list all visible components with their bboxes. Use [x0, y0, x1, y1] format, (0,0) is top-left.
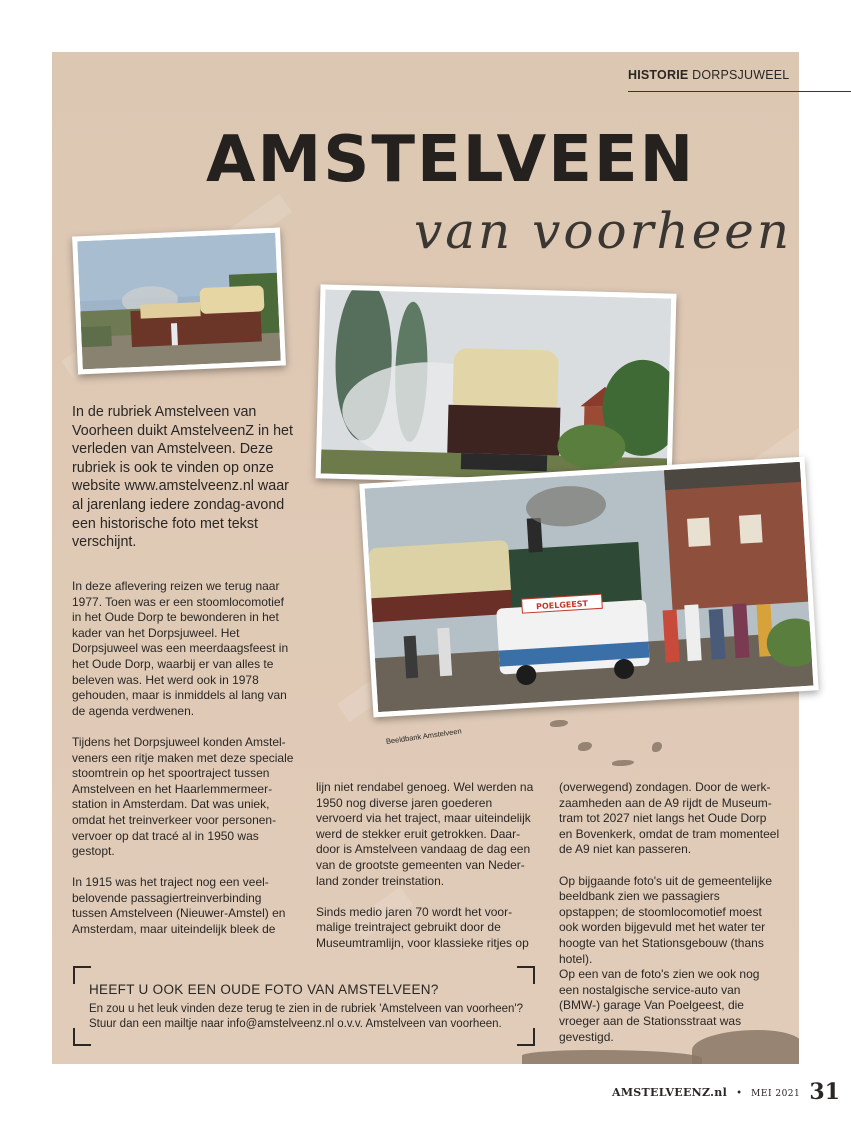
article-paragraph: In deze aflevering reizen we terug naar 1977. Toen was er een stoomlocomotief in het Oude Dorp te bewonderen in het kader van het Dorpsjuweel. Het Dorpsjuweel was een meerdaagsfeest in het Oude Dorp, waarbij er van alles te beleven was. Het werd ook in 1978 gehouden, maar is inmiddels al lang van de agenda verdwenen. [72, 579, 289, 718]
van-sign-text: POELGEEST [535, 599, 589, 612]
photo-locomotive-van [359, 457, 818, 718]
article-column-1 [72, 579, 294, 953]
page-subtitle: van voorheen [414, 202, 793, 260]
section-category: HISTORIE [628, 68, 689, 82]
footer-brand: AMSTELVEENZ.nl [612, 1086, 728, 1099]
article-paragraph: Tijdens het Dorpsjuweel konden Amstel-veners een ritje maken met deze speciale stoomtrein op het spoortraject tussen Amstelveen en het Haarlemmermeer-station in Amsterdam. Dat was uniek, omdat het treinverkeer voor personen-vervoer op dat tracé al in 1950 was gestopt. [72, 734, 294, 859]
page-title: AMSTELVEEN [206, 123, 696, 197]
section-label [628, 68, 789, 82]
article-paragraph: Op een van de foto's zien we ook nog een nostalgische service-auto van (BMW-) garage Van Poelgeest, die vroeger aan de Stationsstraat was gevestigd. [559, 967, 760, 1044]
photo-train-rear [316, 284, 677, 487]
decorative-ink-blot [612, 760, 634, 766]
article-column-3 [559, 780, 781, 1061]
callout-text: En zou u het leuk vinden deze terug te zien in de rubriek 'Amstelveen van voorheen'? Stuur dan een mailtje naar info@amstelveenz.nl o.v.v. Amstelveen van voorheen. [89, 1003, 523, 1030]
photo-submission-callout [73, 966, 535, 1046]
callout-corner [517, 966, 535, 984]
photo-locomotive-van-image [365, 462, 814, 712]
article-column-2 [316, 780, 538, 967]
page-footer [612, 1079, 840, 1105]
footer-separator: • [736, 1088, 743, 1099]
section-rule [628, 91, 851, 92]
callout-heading: HEEFT U OOK EEN OUDE FOTO VAN AMSTELVEEN? [89, 982, 439, 997]
article-paragraph: lijn niet rendabel genoeg. Wel werden na 1950 nog diverse jaren goederen vervoerd via het traject, maar uiteindelijk werd de stekker eruit getrokken. Daar-door is Amstelveen vandaag de dag een van de grootste gemeenten van Neder-land zonder treinstation. [316, 780, 534, 888]
decorative-ink-blot [578, 742, 592, 751]
article-paragraph: (overwegend) zondagen. Door de werk-zaamheden aan de A9 rijdt de Museum-tram tot 2027 niet langs het Oude Dorp en Bovenkerk, omdat de tram momenteel de A9 niet kan passeren. [559, 780, 780, 857]
decorative-ink-blot [550, 720, 568, 727]
section-subcategory: DORPSJUWEEL [692, 68, 790, 82]
article-paragraph: In 1915 was het traject nog een veel-belovende passagiertreinverbinding tussen Amstelveen (Nieuwer-Amstel) en Amsterdam, maar uiteindelijk bleek de [72, 875, 286, 937]
photo-train-station [72, 228, 286, 375]
photo-train-station-image [77, 233, 280, 370]
footer-issue: MEI 2021 [751, 1089, 801, 1099]
decorative-ink-blot [652, 742, 662, 752]
photo-train-rear-image [321, 290, 672, 483]
photo-credit: Beeldbank Amstelveen [385, 726, 463, 746]
article-paragraph: Op bijgaande foto's uit de gemeentelijke beeldbank zien we passagiers opstappen; de stoomlocomotief moest ook worden bijgevuld met het water ter hoogte van het Stationsgebouw (thans hotel). [559, 873, 773, 966]
intro-text: In de rubriek Amstelveen van Voorheen duikt AmstelveenZ in het verleden van Amstelveen. Deze rubriek is ook te vinden op onze website www.amstelveenz.nl waar al jarenlang iedere zondag-avond een historische foto met tekst verschijnt. [72, 404, 293, 551]
page-number: 31 [809, 1079, 840, 1105]
article-paragraph: Sinds medio jaren 70 wordt het voor-malige treintraject gebruikt door de Museumtramlijn, voor klassieke ritjes op [316, 904, 529, 950]
